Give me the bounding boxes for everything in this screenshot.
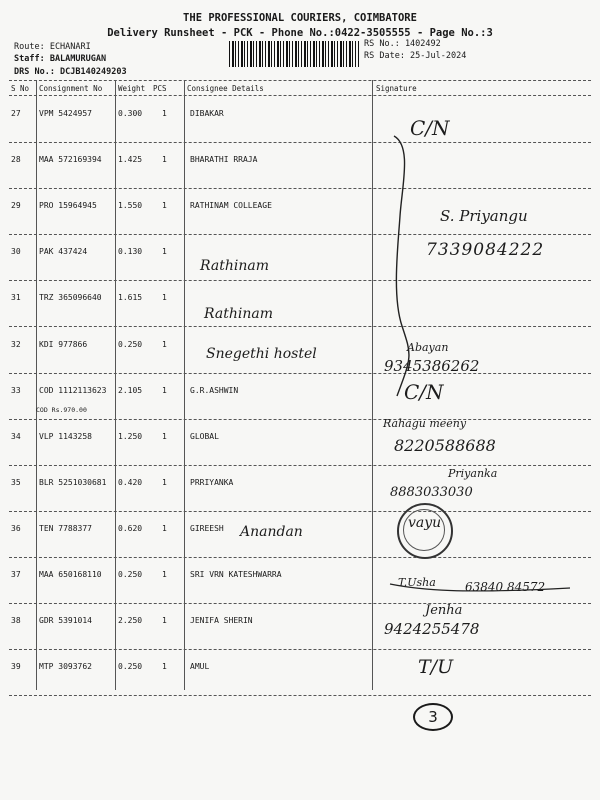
col-header-weight: Weight <box>118 84 146 93</box>
cell-sno: 31 <box>11 293 21 303</box>
page-number-circle: 3 <box>413 703 453 731</box>
cell-pcs: 1 <box>162 155 167 165</box>
cell-weight: 2.105 <box>118 385 143 395</box>
page-subtitle: Delivery Runsheet - PCK - Phone No.:0422-3505555 - Page No.:3 <box>107 27 493 39</box>
handwritten-name: Anandan <box>240 524 303 540</box>
cell-pcs: 1 <box>162 570 167 579</box>
stroke-37 <box>390 584 570 591</box>
cell-consignment: VPM 5424957 <box>39 109 92 118</box>
cell-consignee: JENIFA SHERIN <box>190 616 253 626</box>
cell-weight: 0.420 <box>118 477 143 487</box>
handwritten-signature: C/N <box>404 380 444 404</box>
cell-consignment: PRO 15964945 <box>39 201 97 211</box>
handwritten-signature: Abayan <box>407 341 449 354</box>
handwritten-signature: S. Priyangu <box>440 207 528 225</box>
table-row <box>0 649 600 695</box>
cell-weight: 0.130 <box>118 247 143 257</box>
cell-consignment: TEN 7788377 <box>39 523 92 533</box>
cell-pcs: 1 <box>162 201 167 211</box>
cell-weight: 1.250 <box>118 431 143 441</box>
cell-weight: 0.300 <box>118 109 143 118</box>
cell-consignee: GIREESH <box>190 523 224 533</box>
handwritten-name: Snegethi hostel <box>206 346 317 362</box>
col-header-signature: Signature <box>376 84 417 93</box>
cell-sno: 37 <box>11 570 21 579</box>
col-header-pcs: PCS <box>153 84 167 93</box>
handwritten-signature: C/N <box>410 116 450 140</box>
header-top-rule <box>9 80 591 81</box>
rs-date: RS Date: 25-Jul-2024 <box>364 51 467 61</box>
drs-number: DRS No.: DCJB140249203 <box>14 67 127 77</box>
cell-consignment: MTP 3093762 <box>39 662 92 672</box>
cell-consignee: G.R.ASHWIN <box>190 385 239 395</box>
col-header-consignee: Consignee Details <box>187 84 264 93</box>
cell-sno: 32 <box>11 339 21 349</box>
barcode <box>229 41 359 67</box>
cell-sno: 35 <box>11 477 21 487</box>
handwritten-signature: Priyanka <box>448 467 498 480</box>
cell-pcs: 1 <box>162 109 167 118</box>
cell-sno: 28 <box>11 155 21 165</box>
cell-weight: 2.250 <box>118 616 143 626</box>
cell-consignment: PAK 437424 <box>39 247 88 257</box>
cell-pcs: 1 <box>162 431 167 441</box>
handwritten-phone: 8883033030 <box>390 485 473 500</box>
stamp-signature: vayu <box>408 515 442 531</box>
cell-weight: 0.250 <box>118 339 143 349</box>
cod-note: COD Rs.970.00 <box>36 405 87 414</box>
signature-strokes <box>380 560 590 600</box>
cell-consignment: GDR 5391014 <box>39 616 92 626</box>
cell-pcs: 1 <box>162 662 167 672</box>
cell-sno: 36 <box>11 523 21 533</box>
cell-consignee: SRI VRN KATESHWARRA <box>190 570 282 579</box>
staff-label: Staff: BALAMURUGAN <box>14 54 107 64</box>
cell-pcs: 1 <box>162 339 167 349</box>
row-divider <box>9 695 591 696</box>
cell-consignee: GLOBAL <box>190 431 219 441</box>
cell-weight: 1.425 <box>118 155 143 165</box>
route-label: Route: ECHANARI <box>14 42 91 52</box>
cell-consignment: BLR 5251030681 <box>39 477 107 487</box>
cell-sno: 30 <box>11 247 21 257</box>
cell-consignment: MAA 572169394 <box>39 155 102 165</box>
cell-consignment: KDI 977866 <box>39 339 88 349</box>
cell-consignee: BHARATHI RRAJA <box>190 155 258 165</box>
handwritten-phone: 7339084222 <box>426 240 545 260</box>
cell-pcs: 1 <box>162 385 167 395</box>
cell-weight: 1.615 <box>118 293 143 303</box>
handwritten-name: Rathinam <box>204 306 273 322</box>
cell-pcs: 1 <box>162 247 167 257</box>
signature-scribble <box>372 96 600 426</box>
scribble-loop <box>394 136 409 396</box>
handwritten-phone: 9345386262 <box>384 357 480 375</box>
cell-sno: 34 <box>11 431 21 441</box>
cell-weight: 0.620 <box>118 523 143 533</box>
cell-sno: 33 <box>11 385 21 395</box>
cell-weight: 0.250 <box>118 570 143 579</box>
cell-pcs: 1 <box>162 523 167 533</box>
cell-pcs: 1 <box>162 293 167 303</box>
col-header-consignment: Consignment No <box>39 84 103 93</box>
cell-sno: 29 <box>11 201 21 211</box>
cell-consignment: COD 1112113623 <box>39 385 107 395</box>
cell-consignee: AMUL <box>190 662 210 672</box>
cell-sno: 39 <box>11 662 21 672</box>
page-title: THE PROFESSIONAL COURIERS, COIMBATORE <box>183 12 417 24</box>
handwritten-signature: Jenha <box>425 603 463 618</box>
handwritten-signature: T/U <box>418 656 454 678</box>
cell-consignment: TRZ 365096640 <box>39 293 102 303</box>
handwritten-phone: 8220588688 <box>394 436 496 455</box>
cell-pcs: 1 <box>162 616 167 626</box>
cell-weight: 1.550 <box>118 201 143 211</box>
rs-number: RS No.: 1402492 <box>364 39 441 49</box>
handwritten-phone: 63840 84572 <box>465 580 546 594</box>
handwritten-phone: 9424255478 <box>384 620 480 638</box>
cell-weight: 0.250 <box>118 662 143 672</box>
cell-consignee: DIBAKAR <box>190 109 224 118</box>
handwritten-signature: Rahagu meeny <box>383 417 467 430</box>
cell-consignee: RATHINAM COLLEAGE <box>190 201 272 211</box>
col-header-sno: S No <box>11 84 30 93</box>
cell-consignment: MAA 650168110 <box>39 570 102 579</box>
handwritten-signature: T.Usha <box>398 576 436 589</box>
cell-consignment: VLP 1143258 <box>39 431 92 441</box>
cell-consignee: PRRIYANKA <box>190 477 234 487</box>
table-row <box>0 603 600 649</box>
handwritten-name: Rathinam <box>200 258 269 274</box>
cell-sno: 27 <box>11 109 21 118</box>
cell-pcs: 1 <box>162 477 167 487</box>
cell-sno: 38 <box>11 616 21 626</box>
table-row <box>0 465 600 511</box>
